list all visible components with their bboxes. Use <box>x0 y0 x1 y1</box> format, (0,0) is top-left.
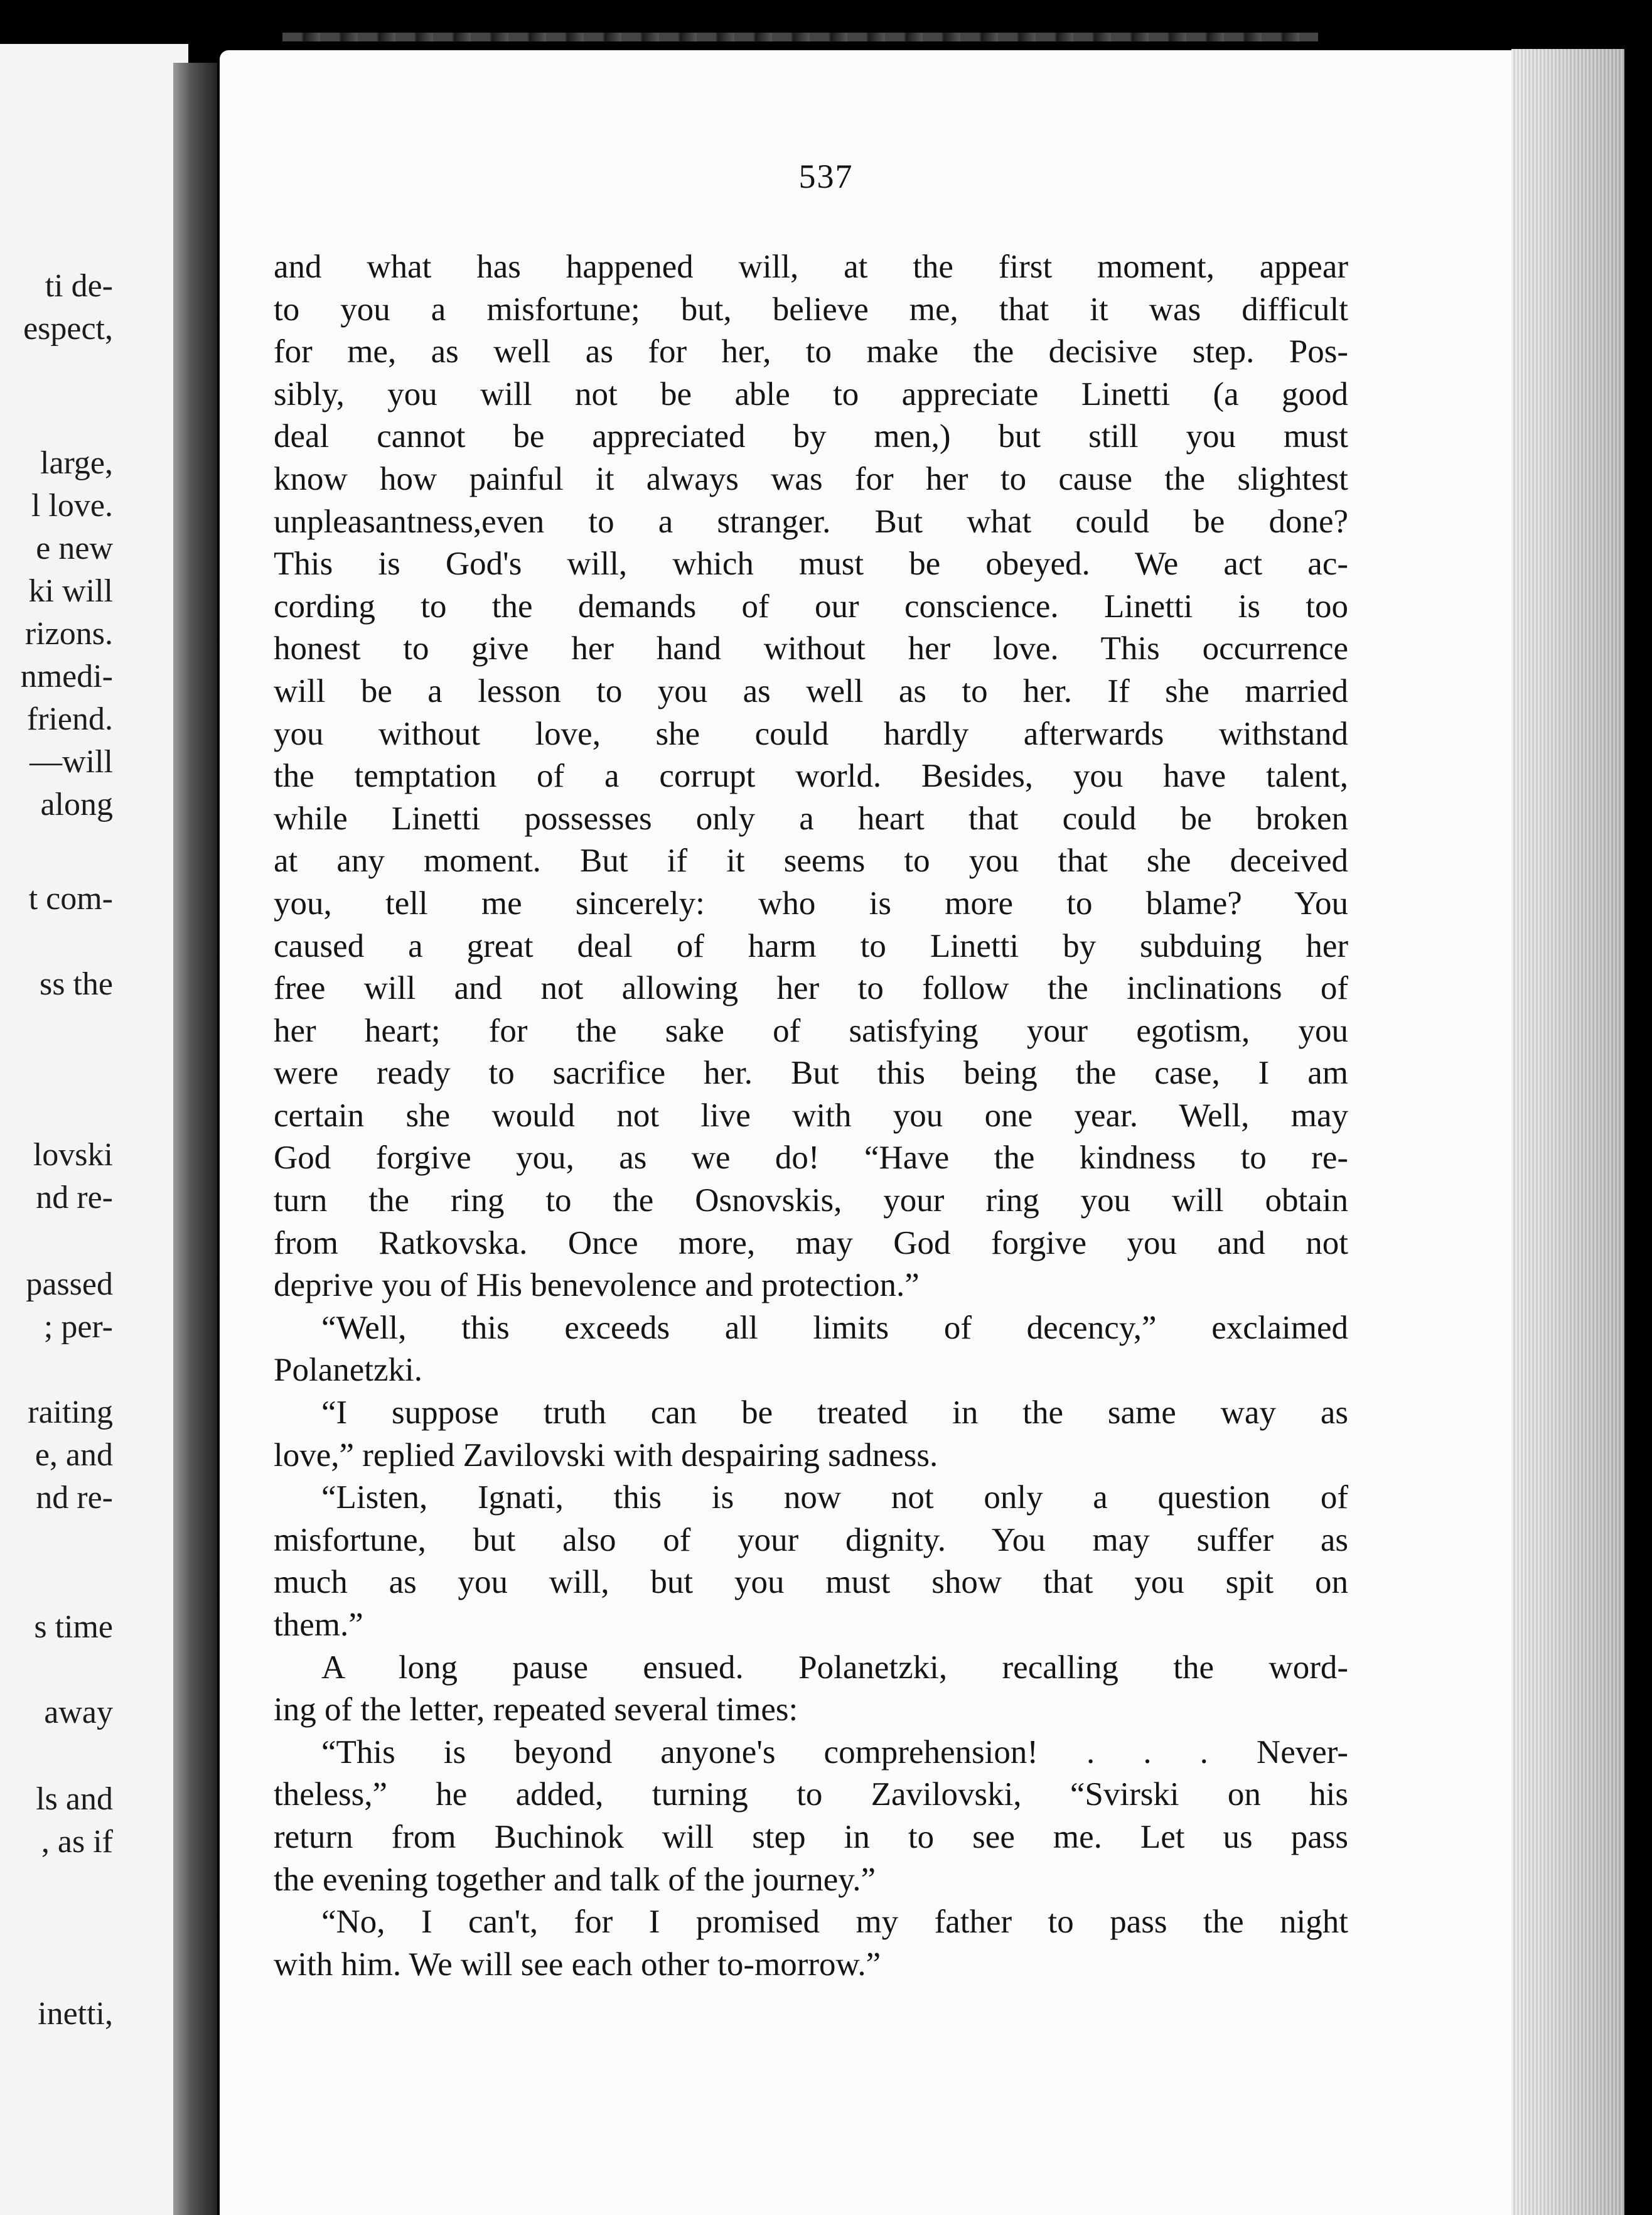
left-page-fragment: ls and <box>36 1781 113 1817</box>
left-page-fragment: ; per- <box>43 1309 113 1345</box>
text-line: free will and not allowing her to follow the inclinations of <box>274 970 1348 1007</box>
text-line: you, tell me sincerely: who is more to blame? You <box>274 885 1348 922</box>
text-line: sibly, you will not be able to appreciate Linetti (a good <box>274 375 1348 412</box>
left-page-fragment: nd re- <box>36 1180 113 1215</box>
text-line: certain she would not live with you one year. Well, may <box>274 1097 1348 1134</box>
left-page-fragment: l love. <box>31 488 113 524</box>
left-page-fragment: raiting <box>28 1394 113 1430</box>
book-gutter <box>173 63 217 2215</box>
text-line: turn the ring to the Osnovskis, your ring you will obtain <box>274 1182 1348 1219</box>
text-line: the evening together and talk of the journey.” <box>274 1861 876 1898</box>
left-page-fragment: t com- <box>28 881 113 917</box>
left-page-fragment: friend. <box>26 701 113 737</box>
left-page-fragment: ki will <box>28 573 113 609</box>
text-line: love,” replied Zavilovski with despairing sadness. <box>274 1436 938 1474</box>
text-line: return from Buchinok will step in to see me. Let us pass <box>274 1818 1348 1855</box>
text-line: deal cannot be appreciated by men,) but still you must <box>274 418 1348 455</box>
text-line: This is God's will, which must be obeyed. We act ac- <box>274 546 1348 583</box>
text-line: ing of the letter, repeated several times: <box>274 1691 798 1728</box>
text-line: misfortune, but also of your dignity. You may suffer as <box>274 1521 1348 1558</box>
left-page-fragment: ss the <box>40 966 113 1002</box>
text-line: unpleasantness,even to a stranger. But what could be done? <box>274 503 1348 540</box>
page-number: 537 <box>798 158 854 195</box>
left-page-fragment: away <box>44 1695 113 1730</box>
left-page-fragment: , as if <box>41 1824 113 1860</box>
text-line: cording to the demands of our conscience. Linetti is too <box>274 588 1348 625</box>
text-line: were ready to sacrifice her. But this being the case, I am <box>274 1055 1348 1092</box>
text-line: much as you will, but you must show that you spit on <box>274 1564 1348 1601</box>
left-page-fragment: large, <box>40 445 113 481</box>
body-text <box>274 246 1348 1986</box>
left-page-fragment: nmedi- <box>20 659 113 694</box>
left-page-fragment: espect, <box>23 311 113 347</box>
text-line: and what has happened will, at the first moment, appear <box>274 249 1348 285</box>
text-line: “I suppose truth can be treated in the same way as <box>321 1394 1348 1431</box>
text-line: the temptation of a corrupt world. Besides, you have talent, <box>274 758 1348 795</box>
left-page-fragment: e new <box>36 531 113 566</box>
left-page-fragment: rizons. <box>24 616 113 652</box>
left-page-fragment: s time <box>34 1609 113 1645</box>
text-line: “No, I can't, for I promised my father to pass the night <box>321 1904 1348 1941</box>
text-line: at any moment. But if it seems to you that she deceived <box>274 843 1348 880</box>
text-line: while Linetti possesses only a heart that could be broken <box>274 800 1348 837</box>
text-line: A long pause ensued. Polanetzki, recalling the word- <box>321 1649 1348 1686</box>
text-line: with him. We will see each other to-morrow.” <box>274 1946 881 1983</box>
left-page-fragment: ti de- <box>45 268 113 304</box>
text-line: theless,” he added, turning to Zavilovski, “Svirski on his <box>274 1776 1348 1813</box>
text-line: honest to give her hand without her love. This occurrence <box>274 630 1348 667</box>
text-line: deprive you of His benevolence and protection.” <box>274 1267 920 1304</box>
left-page-fragment: passed <box>26 1266 113 1302</box>
left-page-fragment: —will <box>30 744 113 780</box>
left-page-fragment: nd re- <box>36 1480 113 1516</box>
text-line: Polanetzki. <box>274 1352 422 1389</box>
text-line: “Listen, Ignati, this is now not only a question of <box>321 1479 1348 1516</box>
text-line: God forgive you, as we do! “Have the kindness to re- <box>274 1140 1348 1177</box>
text-line: you without love, she could hardly afterwards withstand <box>274 715 1348 752</box>
text-line: her heart; for the sake of satisfying your egotism, you <box>274 1012 1348 1049</box>
text-line: will be a lesson to you as well as to her. If she married <box>274 672 1348 709</box>
text-line: them.” <box>274 1607 363 1643</box>
text-line: “This is beyond anyone's comprehension! . . . Never- <box>321 1733 1348 1770</box>
left-page-fragment: inetti, <box>38 1996 113 2032</box>
left-page-fragment: along <box>40 787 113 822</box>
left-facing-page <box>0 44 188 2215</box>
text-line: for me, as well as for her, to make the decisive step. Pos- <box>274 333 1348 370</box>
text-line: caused a great deal of harm to Linetti by subduing her <box>274 927 1348 964</box>
text-line: from Ratkovska. Once more, may God forgive you and not <box>274 1224 1348 1261</box>
left-page-fragment: e, and <box>35 1437 113 1473</box>
text-line: to you a misfortune; but, believe me, that it was difficult <box>274 291 1348 328</box>
text-line: know how painful it always was for her to cause the slightest <box>274 460 1348 497</box>
text-line: “Well, this exceeds all limits of decency,” exclaimed <box>321 1309 1348 1346</box>
page-top-edge <box>282 33 1318 41</box>
page-stack-edge <box>1511 49 1624 2215</box>
left-page-fragment: lovski <box>33 1137 113 1173</box>
